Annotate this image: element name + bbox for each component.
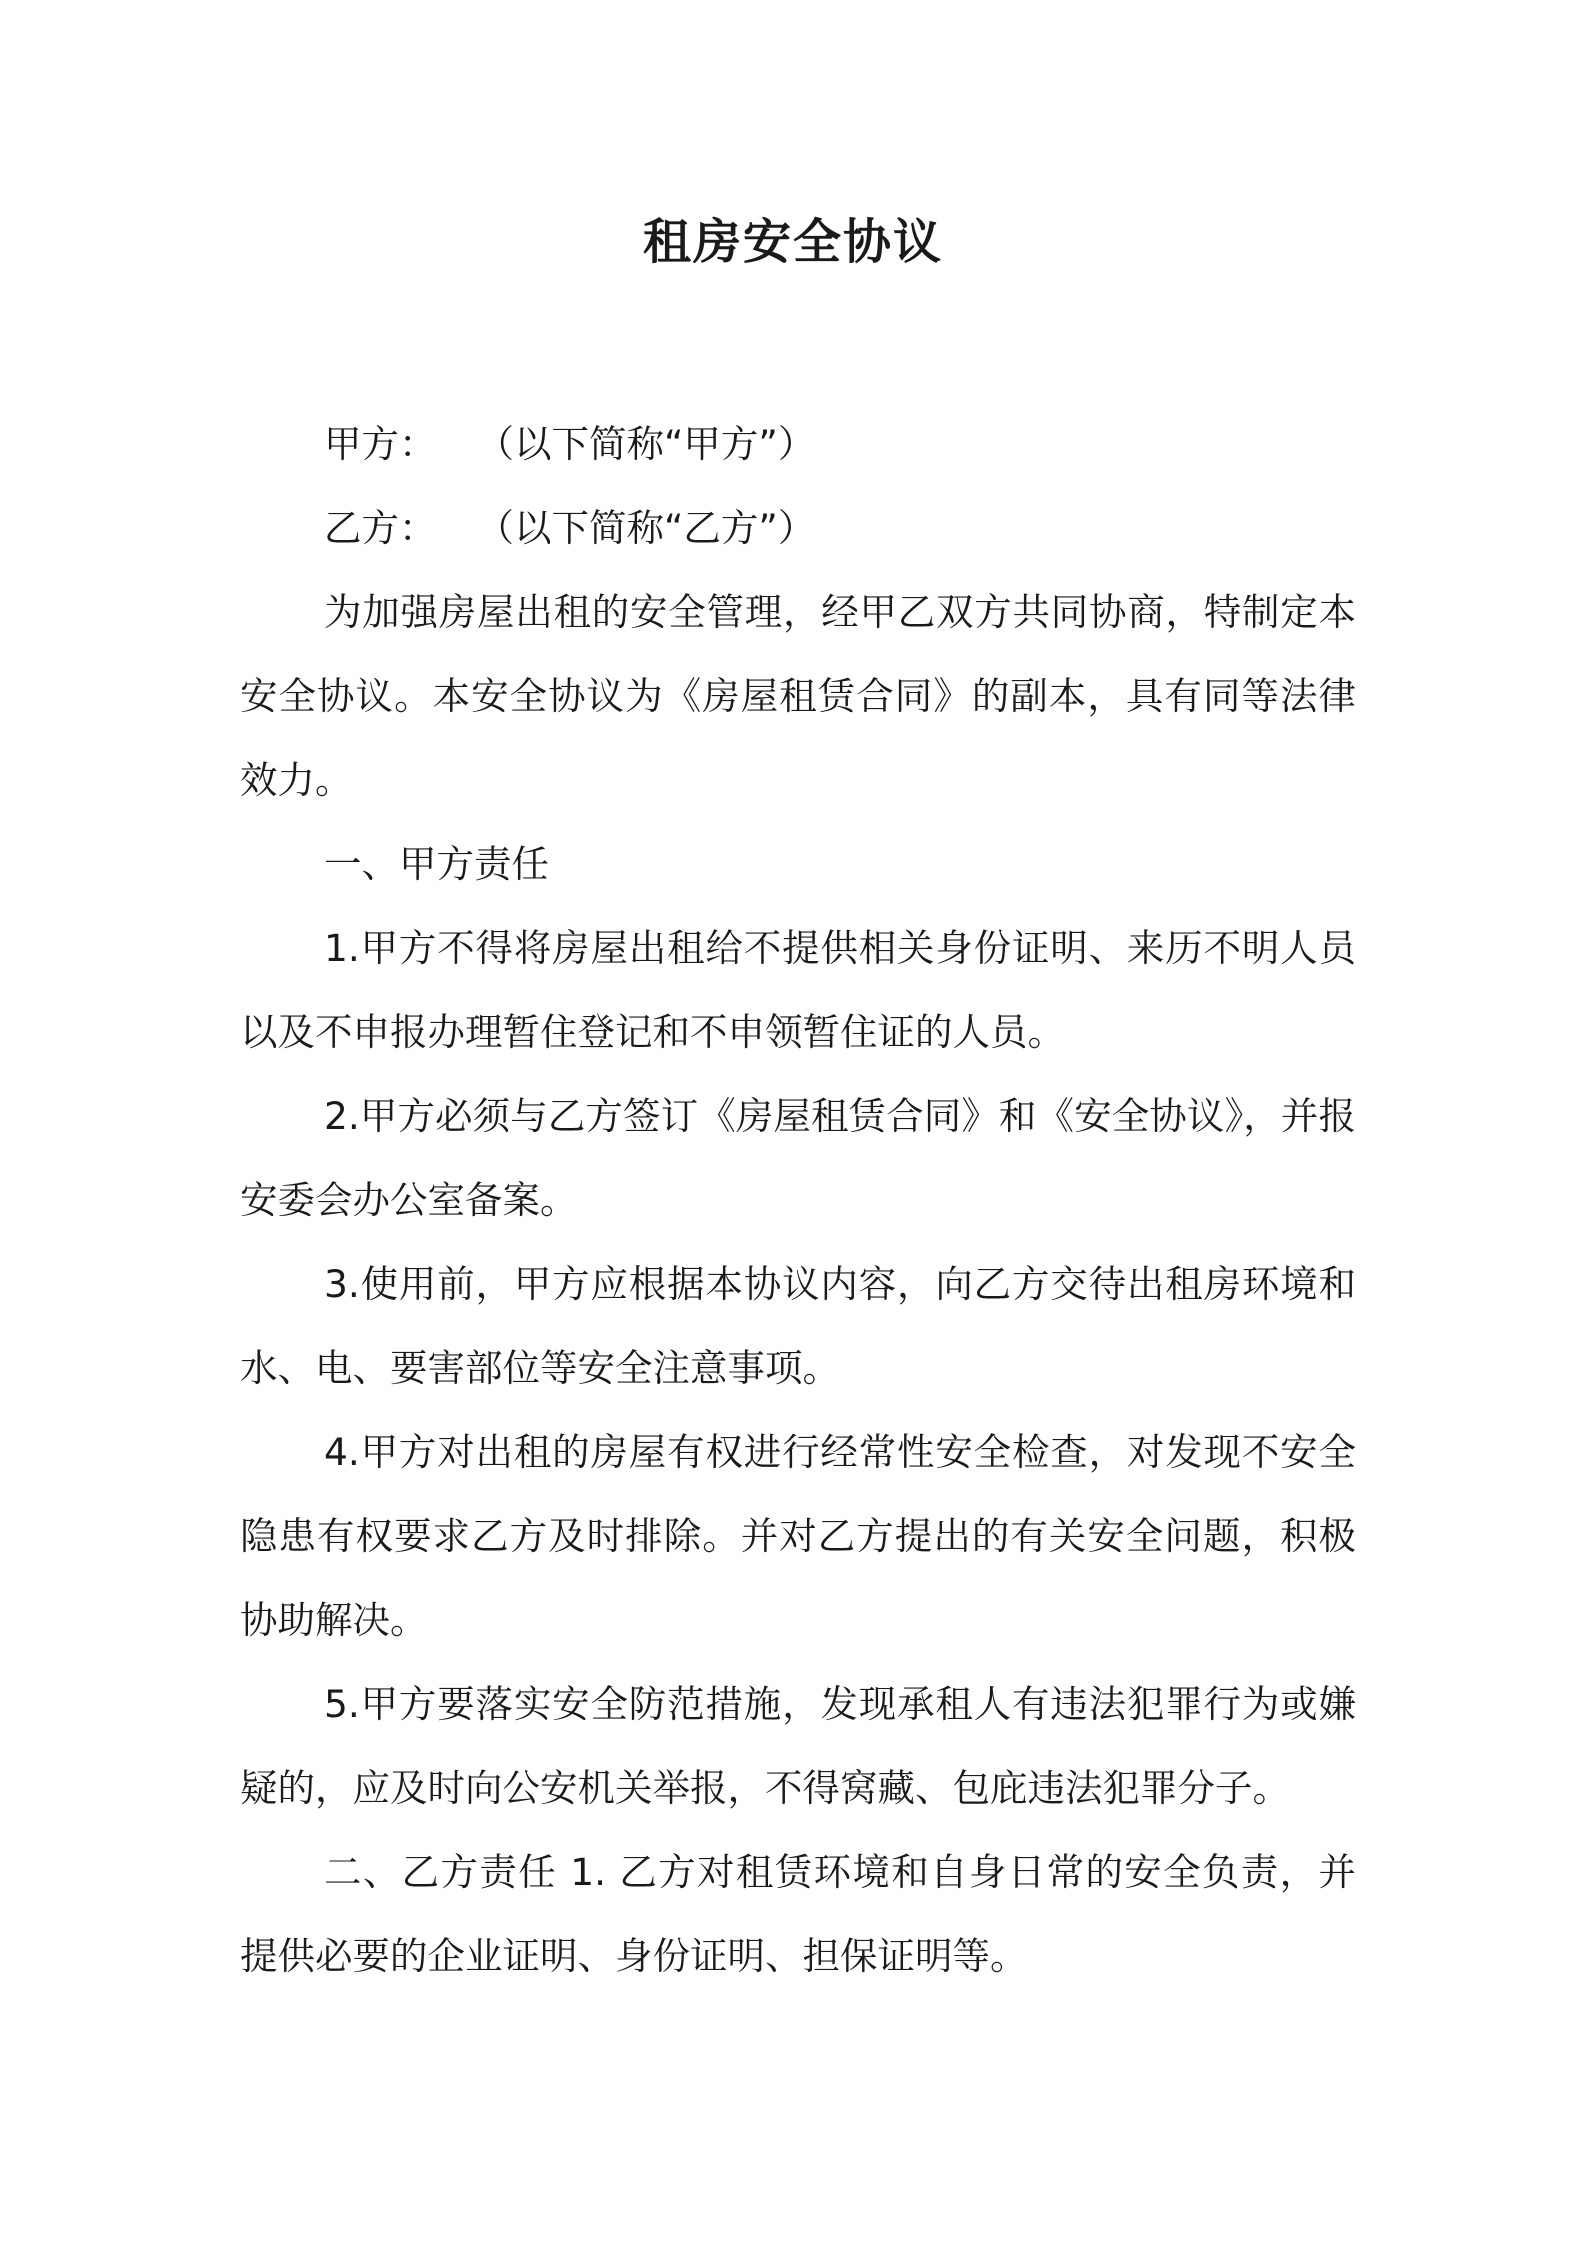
section-a-item: 1.甲方不得将房屋出租给不提供相关身份证明、来历不明人员以及不申报办理暂住登记和不申领暂住证的人员。	[240, 926, 1356, 1054]
section-a-item: 2.甲方必须与乙方签订《房屋租赁合同》和《安全协议》，并报安委会办公室备案。	[240, 1094, 1356, 1222]
intro-paragraph: 为加强房屋出租的安全管理，经甲乙双方共同协商，特制定本安全协议。本安全协议为《房屋租赁合同》的副本，具有同等法律效力。	[240, 590, 1356, 802]
section-b-paragraph: 二、乙方责任 1. 乙方对租赁环境和自身日常的安全负责，并提供必要的企业证明、身份证明、担保证明等。	[240, 1850, 1356, 1978]
party-a-line	[240, 402, 1356, 486]
party-a-note: （以下简称“甲方”）	[476, 422, 816, 466]
party-b-line	[240, 486, 1356, 570]
section-a-item: 5.甲方要落实安全防范措施，发现承租人有违法犯罪行为或嫌疑的，应及时向公安机关举报，不得窝藏、包庇违法犯罪分子。	[240, 1682, 1356, 1810]
section-a-heading: 一、甲方责任	[324, 842, 549, 886]
party-b-note: （以下简称“乙方”）	[476, 506, 816, 550]
party-b-label: 乙方：	[324, 506, 437, 550]
section-a-item: 3.使用前，甲方应根据本协议内容，向乙方交待出租房环境和水、电、要害部位等安全注意事项。	[240, 1262, 1356, 1390]
document-body	[240, 402, 1356, 1998]
party-a-label: 甲方：	[324, 422, 437, 466]
document-title: 租房安全协议	[642, 214, 943, 270]
section-a-item: 4.甲方对出租的房屋有权进行经常性安全检查，对发现不安全隐患有权要求乙方及时排除。并对乙方提出的有关安全问题，积极协助解决。	[240, 1430, 1356, 1642]
